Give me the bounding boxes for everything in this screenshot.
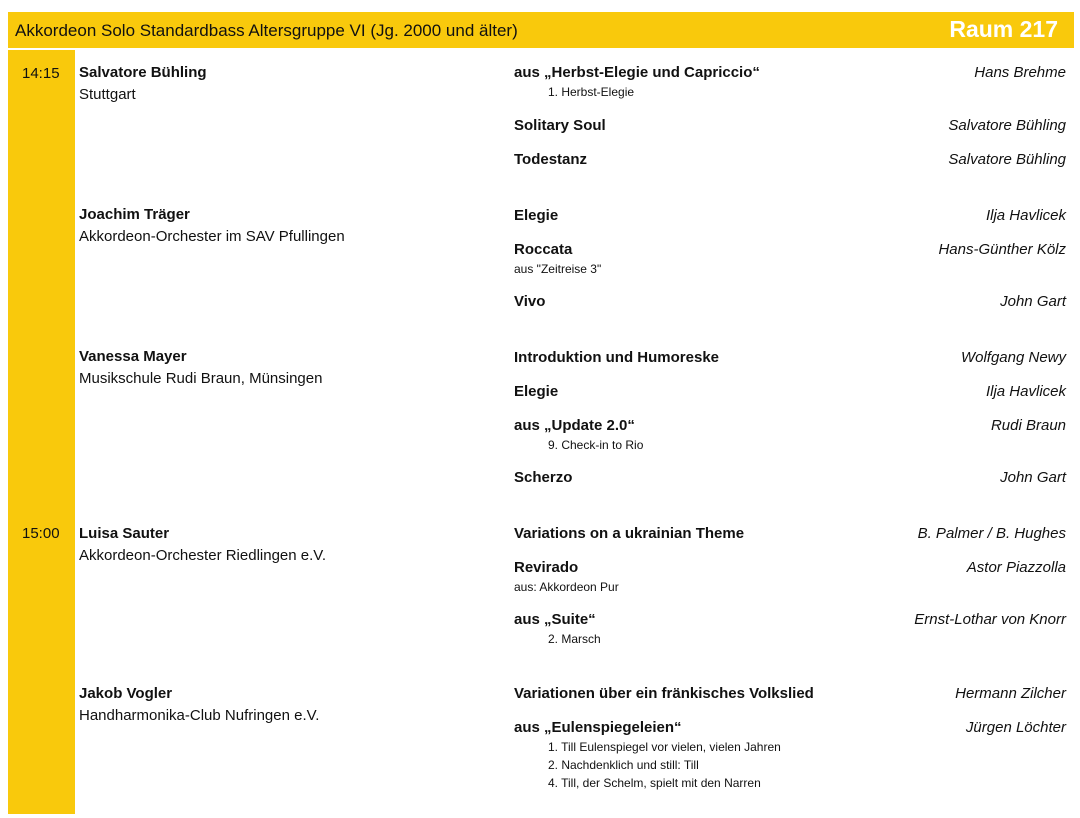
piece-movement: 9. Check-in to Rio [548,438,644,452]
piece-movement: 1. Herbst-Elegie [548,85,635,99]
piece [514,292,1066,312]
performer [79,346,322,390]
piece [514,610,1066,648]
piece-composer: Rudi Braun [990,417,1066,434]
performer-affiliation: Akkordeon-Orchester im SAV Pfullingen [79,228,345,245]
piece [514,150,1066,170]
piece-movement: 2. Marsch [548,632,601,646]
performer [79,204,345,248]
piece [514,116,1066,136]
piece-title: Variations on a ukrainian Theme [514,525,745,542]
piece-title: Revirado [514,559,579,576]
piece-composer: Ilja Havlicek [985,207,1066,224]
time-slot: 14:15 [22,65,60,82]
piece-composer: Astor Piazzolla [966,559,1066,576]
piece-composer: Salvatore Bühling [948,151,1066,168]
piece-title: Elegie [514,207,559,224]
piece-composer: Ilja Havlicek [985,383,1066,400]
performer-name: Vanessa Mayer [79,348,187,365]
room-label: Raum 217 [949,16,1058,42]
piece [514,206,1066,226]
performer-affiliation: Musikschule Rudi Braun, Münsingen [79,370,323,387]
piece-movement: 1. Till Eulenspiegel vor vielen, vielen Jahren [548,740,781,754]
performer-name: Salvatore Bühling [79,64,207,81]
piece [514,524,1066,544]
performer-name: Joachim Träger [79,206,190,223]
piece [514,558,1066,596]
piece-title: Scherzo [514,469,573,486]
category-title: Akkordeon Solo Standardbass Altersgruppe VI (Jg. 2000 und älter) [15,21,518,40]
piece-title: Roccata [514,241,573,258]
piece-composer: Ernst-Lothar von Knorr [914,611,1066,628]
header-bar [8,12,1074,48]
performer [79,523,326,567]
piece [514,416,1066,454]
performer [79,683,319,727]
piece-title: aus „Suite“ [514,611,596,628]
piece-title: Introduktion und Humoreske [514,349,720,366]
piece [514,348,1066,368]
piece-title: Vivo [514,293,546,310]
piece-composer: Hermann Zilcher [955,685,1066,702]
piece [514,684,1066,704]
piece [514,468,1066,488]
piece-title: Todestanz [514,151,588,168]
piece-note: aus "Zeitreise 3" [514,262,602,276]
piece-composer: B. Palmer / B. Hughes [917,525,1066,542]
piece-composer: Wolfgang Newy [960,349,1066,366]
piece [514,63,1066,101]
piece-composer: Salvatore Bühling [948,117,1066,134]
performer-affiliation: Stuttgart [79,86,136,103]
piece-composer: Jürgen Löchter [965,719,1066,736]
piece-composer: Hans Brehme [974,64,1066,81]
piece-composer: John Gart [1000,469,1066,486]
piece [514,382,1066,402]
piece-title: Elegie [514,383,559,400]
piece-title: aus „Eulenspiegeleien“ [514,719,682,736]
performer-name: Jakob Vogler [79,685,173,702]
piece-note: aus: Akkordeon Pur [514,580,619,594]
performer-affiliation: Handharmonika-Club Nufringen e.V. [79,707,320,724]
time-slot: 15:00 [22,525,60,542]
performer-name: Luisa Sauter [79,525,170,542]
performer-affiliation: Akkordeon-Orchester Riedlingen e.V. [79,547,327,564]
piece [514,718,1066,792]
piece-movement: 2. Nachdenklich und still: Till [548,758,699,772]
piece-title: aus „Update 2.0“ [514,417,635,434]
piece-title: Variationen über ein fränkisches Volkslied [514,685,814,702]
piece-composer: Hans-Günther Kölz [938,241,1066,258]
performer [79,62,207,106]
piece [514,240,1066,278]
piece-composer: John Gart [1000,293,1066,310]
piece-title: aus „Herbst-Elegie und Capriccio“ [514,64,760,81]
time-column [8,50,75,814]
piece-title: Solitary Soul [514,117,606,134]
piece-movement: 4. Till, der Schelm, spielt mit den Narren [548,776,761,790]
